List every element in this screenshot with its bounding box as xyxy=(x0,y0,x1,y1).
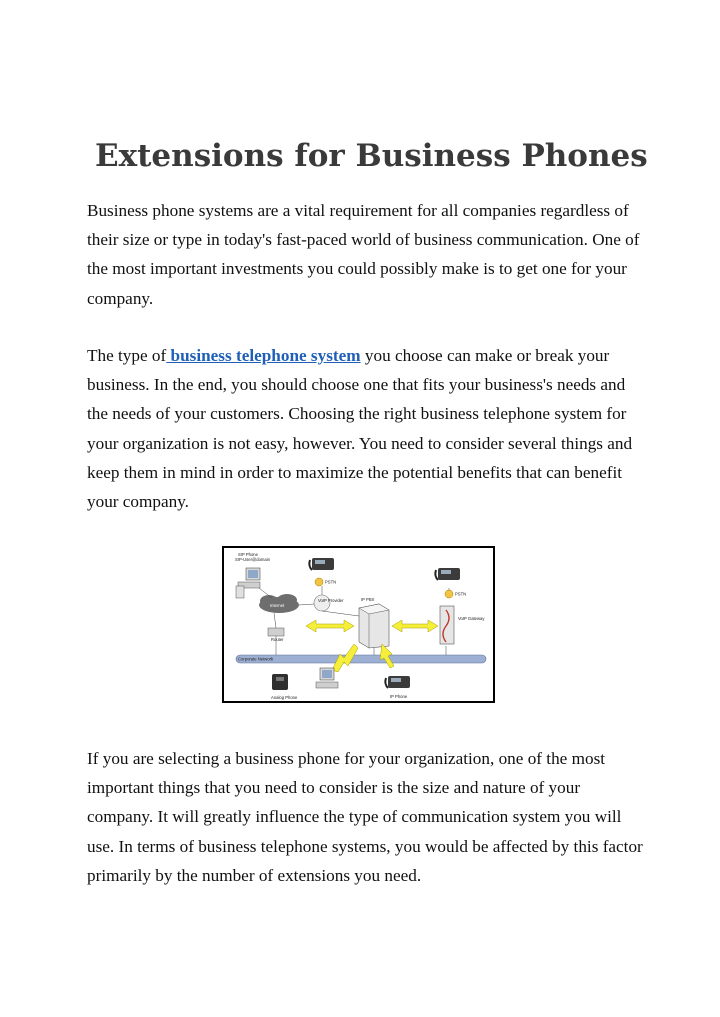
ip-pbx-label: IP PBX xyxy=(361,597,375,602)
pstn-right-label: PSTN xyxy=(455,591,467,597)
analog-phone-icon xyxy=(271,674,298,700)
internet-label: Internet xyxy=(270,603,285,608)
paragraph-extensions: If you are selecting a business phone for your organization, one of the most important things that you need to consider is the size and nature of your company. It will greatly influence the type of communication system you will use. In terms of business telephone systems, you would be affected by this factor primarily by the number of extensions you need. xyxy=(87,749,643,885)
ip-phone-right-icon xyxy=(435,568,460,580)
pstn-left-icon xyxy=(315,578,336,586)
corporate-network-label: Corporate Network xyxy=(238,656,274,662)
sip-phone-workstation xyxy=(235,552,271,598)
voip-gateway-label: VoIP Gateway xyxy=(458,616,485,621)
business-telephone-system-link[interactable]: business telephone system xyxy=(166,346,361,365)
voip-provider-icon xyxy=(314,595,344,611)
corporate-network-bus xyxy=(236,655,486,663)
pstn-right-icon xyxy=(445,590,466,598)
ip-phone-label: IP Phone xyxy=(390,694,408,699)
paragraph-text-before-link: The type of xyxy=(87,346,167,365)
analog-phone-label: Analog Phone xyxy=(271,695,298,700)
paragraph-intro: Business phone systems are a vital requirement for all companies regardless of their size or type in today's fast-paced world of business communication. One of the most important investments you could possibly make is to get one for your company. xyxy=(87,201,640,308)
router-label: Router xyxy=(271,637,284,642)
page-title: Extensions for Business Phones xyxy=(95,138,648,174)
voip-gateway-icon xyxy=(440,606,485,644)
sip-user-label: SIP-User@domain xyxy=(235,557,270,562)
sip-phone-label: SIP Phone xyxy=(238,552,258,557)
ip-phone-bottom-icon xyxy=(385,676,410,699)
internet-cloud-icon xyxy=(259,594,299,613)
voip-provider-label: VoIP Provider xyxy=(318,598,344,603)
router-icon xyxy=(268,628,284,642)
ip-phone-top-icon xyxy=(309,558,334,570)
ip-pbx-server-icon xyxy=(359,597,389,648)
paragraph-selection xyxy=(87,341,647,516)
pstn-left-label: PSTN xyxy=(325,579,337,585)
ip-pbx-network-diagram xyxy=(222,546,495,703)
paragraph-text-after-link: you choose can make or break your business. In the end, you should choose one that fits your business's needs and the needs of your customers. Choosing the right business telephone system for your organization is not easy, however. You need to consider several things and keep them in mind in order to maximize the potential benefits that can benefit your company. xyxy=(87,346,633,512)
